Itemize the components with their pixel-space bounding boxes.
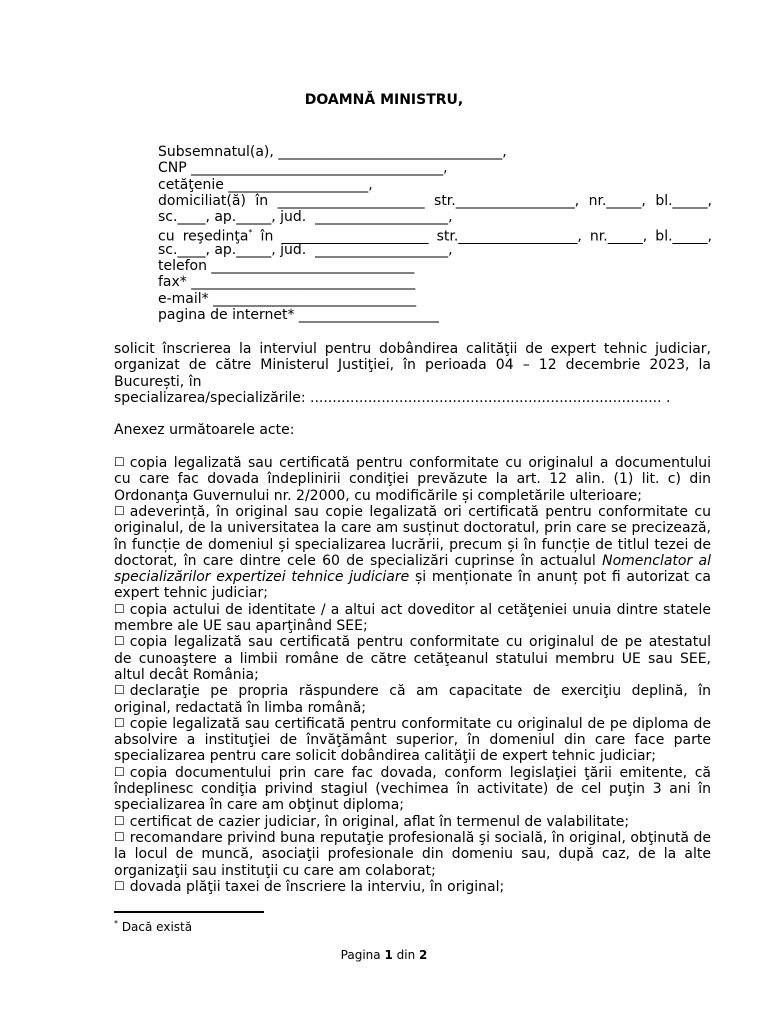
annex-item [114,716,711,765]
checkbox-icon[interactable]: ☐ [114,455,125,470]
annex-item-text: copia legalizată sau certificată pentru conformitate cu originalul de pe atestatul de cunoaştere a limbii române de către cetăţeanul statului membru UE sau SEE, altul decât România; [114,634,711,683]
page-title: DOAMNĂ MINISTRU, [304,92,464,108]
checkbox-icon[interactable]: ☐ [114,601,125,616]
annex-item [114,814,711,830]
annex-item: ☐ adeverință, în original sau copie legalizată ori certificată pentru conformitate cu originalul, de la universitatea la care am susținut doctoratul, prin care se precizează, în funcție de domeniul și specializarea lucrării, precum și în funcție de titlul tezei de doctorat, în care dintre cele 60 de specializări cuprinse în actualul Nomenclator al specializărilor expertizei tehnice judiciare și menționate în anunț pot fi autorizat ca expert tehnic judiciar; [114,503,712,602]
checkbox-icon[interactable]: ☐ [114,634,125,649]
form-field-line: sc.____, ap._____, jud. ___________________, [158,241,453,258]
form-field-line: sc.____, ap._____, jud. ___________________, [158,209,453,226]
checkbox-icon[interactable]: ☐ [114,503,125,518]
checkbox-icon[interactable]: ☐ [114,764,125,779]
form-field-line: pagina de internet* ____________________ [158,306,439,323]
footnote-text: Dacă există [118,920,193,934]
form-field-line: cu reşedinţa* în _____________________ str._________________, nr._____, bl._____, [158,228,712,246]
annex-item-text: copia legalizată sau certificată pentru conformitate cu originalul a documentului cu care fac dovada îndeplinirii condiţiei prevăzute la art. 12 alin. (1) lit. c) din Ordonanţa Guvernului nr. 2/2000, cu modificările și completările ulterioare; [114,455,711,504]
form-field-line: e-mail* _____________________________ [158,290,417,307]
page-total: 2 [418,948,428,962]
form-field-line: CNP ____________________________________, [158,160,448,177]
annex-item [114,765,711,814]
checkbox-icon[interactable]: ☐ [114,829,125,844]
annex-item-text: recomandare privind buna reputaţie profesională şi socială, în original, obţinută de la locul de muncă, asociaţii profesionale din domeniu sau, după caz, de la alte organizaţii sau instituţii cu care am colaborat; [114,829,711,879]
form-field-line: Subsemnatul(a), ________________________________, [158,144,507,160]
footnote-divider [114,911,264,913]
request-paragraph [114,341,711,406]
annex-item-text: dovada plăţii taxei de înscriere la interviu, în original; [129,878,505,895]
annex-item [114,683,711,716]
checkbox-icon[interactable]: ☐ [114,813,125,828]
annex-item-text: certificat de cazier judiciar, în original, aflat în termenul de valabilitate; [129,813,630,830]
form-field-line: domiciliat(ă) în _____________________ str._________________, nr._____, bl._____, [158,192,712,209]
request-line-1-end: în [188,373,202,390]
annex-list [114,455,711,895]
page-number: Pagina 1 din 2 [340,948,428,962]
page-current: 1 [384,948,393,962]
checkbox-icon[interactable]: ☐ [114,878,125,893]
applicant-fields [158,144,712,323]
annex-item-text: copie legalizată sau certificată pentru conformitate cu originalul de pe diploma de absolvire a instituţiei de învăţământ superior, în domeniul din care face parte specializarea pentru care solicit dobândirea calităţii de expert tehnic judiciar; [114,715,711,765]
annex-item-text: copia actului de identitate / a altui act doveditor al cetăţeniei unuia dintre statele membre ale UE sau aparţinând SEE; [114,601,711,635]
nomenclator-title: Nomenclator al specializărilor expertizei tehnice judiciare [114,552,712,586]
document-body [114,341,711,895]
annex-item [114,634,711,683]
annex-item [114,879,711,895]
form-field-line: fax* ________________________________ [158,274,416,291]
form-field-line: cetăţenie ____________________, [158,176,373,193]
form-field-line: telefon _____________________________ [158,258,415,275]
request-line-1: solicit înscrierea la interviul pentru dobândirea calităţii de expert tehnic judiciar, organizat de către Ministerul Justiţiei, în perioada 04 – 12 decembrie 2023, la București, [114,341,711,390]
footnote [114,917,192,934]
annex-item-text: copia documentului prin care fac dovada, conform legislaţiei ţării emitente, că îndeplinesc condiţia privind stagiul (vechimea în activitate) de cel puţin 3 ani în specializarea în care am obţinut diploma; [114,764,711,814]
footnote-marker: * [114,919,118,928]
annex-item-text: declaraţie pe propria răspundere că am capacitate de exerciţiu deplină, în original, redactată în limba română; [114,683,711,716]
annex-item [114,830,711,879]
annex-heading: Anexez următoarele acte: [114,422,295,439]
annex-item [114,602,711,635]
checkbox-icon[interactable]: ☐ [114,715,125,730]
annex-item [114,455,711,504]
checkbox-icon[interactable]: ☐ [114,683,125,698]
request-line-2: specializarea/specializările: ............................................................................... . [114,389,671,406]
